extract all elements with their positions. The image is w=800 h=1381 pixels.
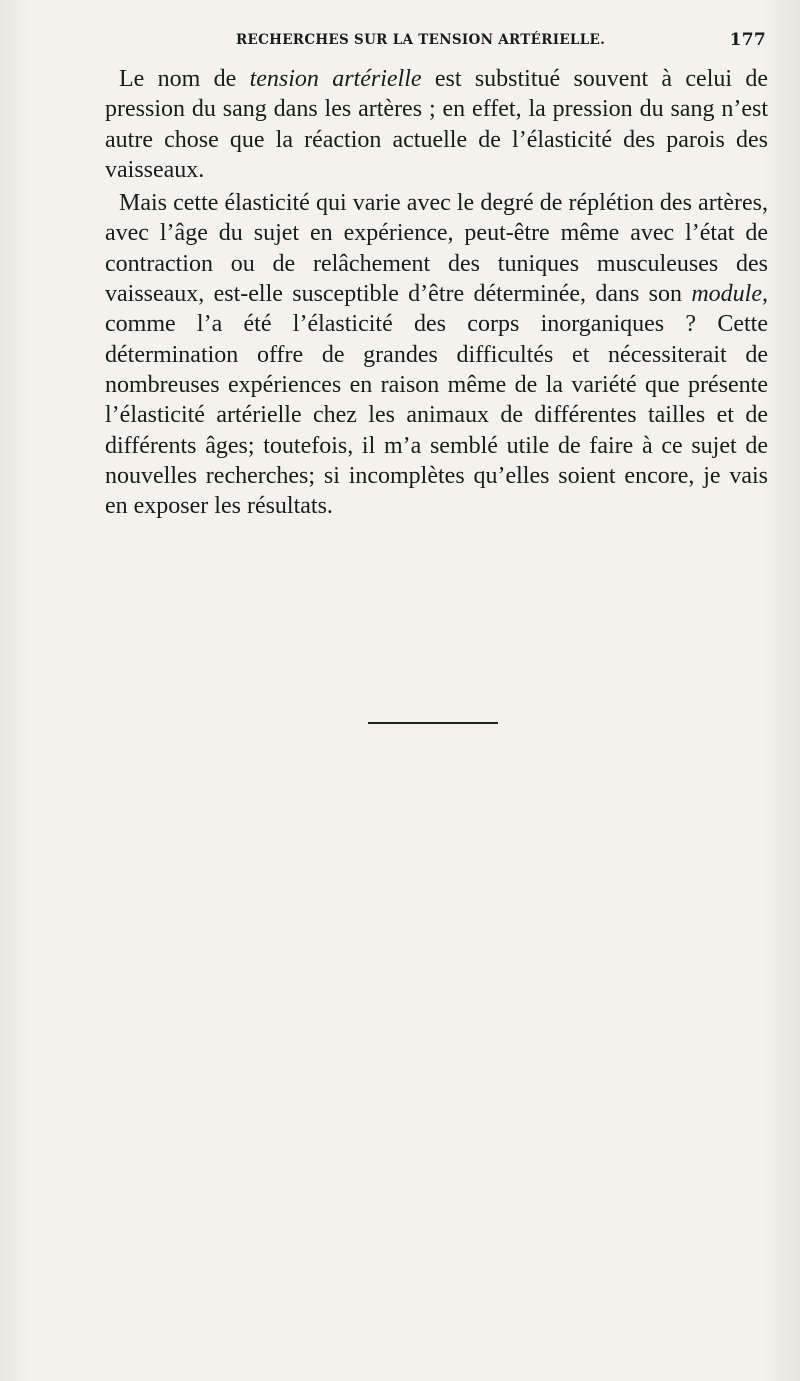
emphasis: tension artérielle [249,66,422,92]
running-title: RECHERCHES SUR LA TENSION ARTÉRIELLE. [236,32,606,48]
paragraph [105,64,768,185]
emphasis: module [691,281,762,308]
text-run: Mais cette élasticité qui varie avec le degré de réplétion des artères, avec l’âge du sujet en expérience, peut-être même avec l’état de contraction ou de relâchement des tuniques musculeuses des vaisseaux, est-elle susceptible d’être déterminée, dans son [105,190,768,308]
text-run: Le nom de [119,66,250,92]
text-run: est substitué souvent à celui de pression du sang dans les artères ; en effet, la pression du sang n’est autre chose que la réaction actuelle de l’élasticité des parois des vaisseaux. [105,66,768,183]
section-rule [368,722,498,724]
paragraph [105,188,768,521]
page-number: 177 [729,30,766,50]
body-text [105,64,768,521]
text-run: , comme l’a été l’élasticité des corps inorganiques ? Cette détermination offre de grandes difficultés et nécessiterait de nombreuses expériences en raison même de la variété que présente l’élasticité artérielle chez les animaux de différentes tailles et de différents âges; toutefois, il m’a semblé utile de faire à ce sujet de nouvelles recherches; si incomplètes qu’elles soient encore, je vais en exposer les résultats. [105,281,768,520]
